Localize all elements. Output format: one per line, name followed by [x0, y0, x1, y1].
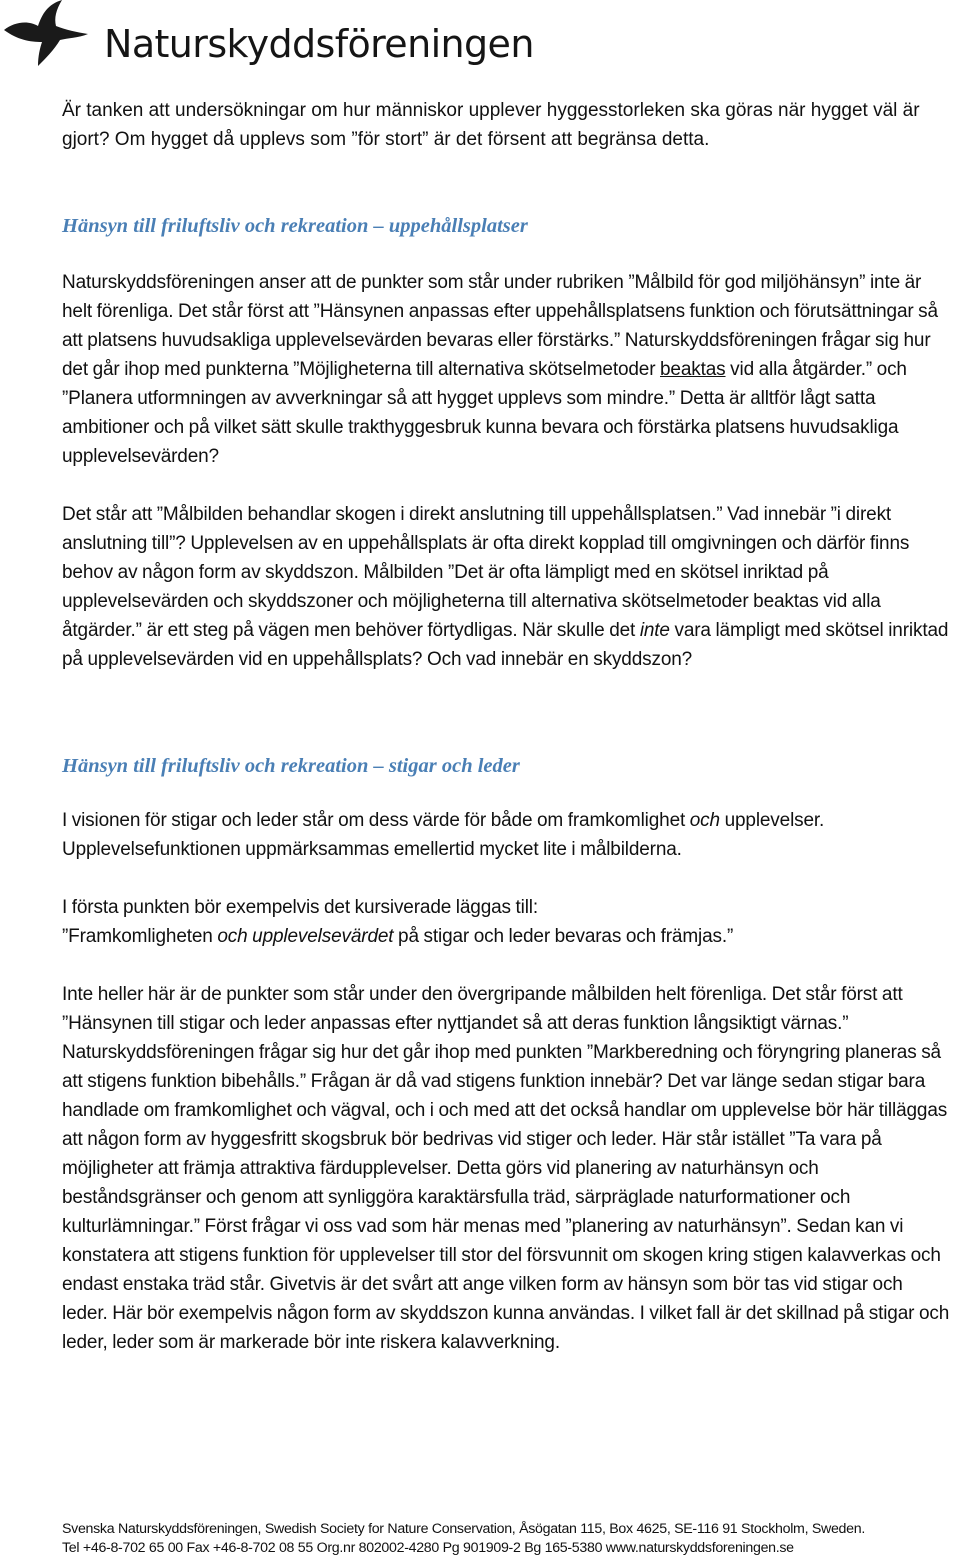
- text-run: Naturskyddsföreningen anser att de punkter som står under rubriken ”Målbild för god miljöhänsyn” inte är helt förenliga. Det står först att ”Hänsynen anpassas efter uppehållsplatsens funktion och förutsättningar så att platsens huvudsakliga upplevelsevärden bevaras eller förstärks.” Naturskyddsföreningen frågar sig hur det går ihop med punkterna ”Möjligheterna till alternativa skötselmetoder: [62, 272, 938, 380]
- text-run: I första punkten bör exempelvis det kursiverade läggas till:: [62, 897, 538, 918]
- underlined-word: beaktas: [660, 359, 726, 380]
- section-heading-stigar-och-leder: Hänsyn till friluftsliv och rekreation – stigar och leder: [62, 755, 520, 777]
- page-footer: [62, 1520, 952, 1558]
- page-header: [0, 0, 960, 72]
- intro-paragraph: Är tanken att undersökningar om hur människor upplever hyggesstorleken ska göras när hygget väl är gjort? Om hygget då upplevs som ”för stort” är det försent att begränsa detta.: [62, 100, 920, 150]
- italic-word: och: [689, 810, 720, 831]
- text-run: I visionen för stigar och leder står om dess värde för både om framkomlighet: [62, 810, 690, 831]
- italic-word: inte: [639, 620, 670, 641]
- section-heading-uppehallsplatser: Hänsyn till friluftsliv och rekreation – uppehållsplatser: [62, 215, 528, 237]
- footer-contact: Tel +46-8-702 65 00 Fax +46-8-702 08 55 Org.nr 802002-4280 Pg 901909-2 Bg 165-5380 www.naturskyddsforeningen.se: [62, 1540, 794, 1556]
- text-run: på stigar och leder bevaras och främjas.”: [393, 926, 734, 947]
- italic-phrase: och upplevelsevärdet: [217, 926, 394, 947]
- logo-wordmark: Naturskyddsföreningen: [104, 22, 534, 66]
- text-run: ”Framkomligheten: [62, 926, 218, 947]
- text-run: vara lämpligt med skötsel inriktad på upplevelsevärden vid en uppehållsplats? Och vad innebär en skyddszon?: [62, 620, 949, 670]
- text-run: vid alla åtgärder.” och ”Planera utformningen av avverkningar så att hygget upplevs som mindre.” Detta är alltför lågt satta ambitioner och på vilket sätt skulle trakthyggesbruk kunna bevara och förstärka platsens huvudsakliga upplevelsevärden?: [62, 359, 907, 467]
- footer-address: Svenska Naturskyddsföreningen, Swedish Society for Nature Conservation, Åsögatan 115, Box 4625, SE-116 91 Stockholm, Sweden.: [62, 1521, 865, 1537]
- section2-paragraph-2: [62, 893, 952, 951]
- text-run: Det står att ”Målbilden behandlar skogen i direkt anslutning till uppehållsplatsen.” Vad innebär ”i direkt anslutning till”? Upplevelsen av en uppehållsplats är ofta direkt kopplad till omgivningen och därför finns behov av någon form av skyddszon. Målbilden ”Det är ofta lämpligt med en skötsel inriktad på upplevelsevärden och skyddszoner och möjligheterna till alternativa skötselmetoder beaktas vid alla åtgärder.” är ett steg på vägen men behöver förtydligas. När skulle det: [62, 504, 910, 641]
- section1-paragraph-1: [62, 268, 952, 471]
- section2-paragraph-3: Inte heller här är de punkter som står under den övergripande målbilden helt förenliga. Det står först att ”Hänsynen till stigar och leder anpassas efter nyttjandet så att deras funktion långsiktigt värnas.” Naturskyddsföreningen frågar sig hur det går ihop med punkten ”Markberedning och föryngring planeras så att stigens funktion bibehålls.” Frågan är då vad stigens funktion innebär? Det var länge sedan stigar bara handlade om framkomlighet och vägval, och i och med att det också handlar om upplevelse bör här tilläggas att någon form av hyggesfritt skogsbruk bör bedrivas vid stiger och leder. Här står istället ”Ta vara på möjligheter att främja attraktiva färdupplevelser. Detta görs vid planering av naturhänsyn och beståndsgränser och genom att synliggöra karaktärsfulla träd, särpräglade naturformationer och kulturlämningar.” Först frågar vi oss vad som här menas med ”planering av naturhänsyn”. Sedan kan vi konstatera att stigens funktion för upplevelser till stor del försvunnit om skogen kring stigen kalavverkas och endast enstaka träd står. Givetvis är det svårt att ange vilken form av hänsyn som bör tas vid stigar och leder. Här bör exempelvis någon form av skyddszon kunna användas. I vilket fall är det skillnad på stigar och leder, leder som är markerade bör inte riskera kalavverkning.: [62, 984, 950, 1353]
- section1-paragraph-2: [62, 500, 952, 674]
- section2-paragraph-1: [62, 806, 952, 864]
- document-body: [62, 96, 952, 1357]
- bird-logo-icon: [2, 0, 92, 68]
- text-run: upplevelser. Upplevelsefunktionen uppmärksammas emellertid mycket lite i målbilderna.: [62, 810, 825, 860]
